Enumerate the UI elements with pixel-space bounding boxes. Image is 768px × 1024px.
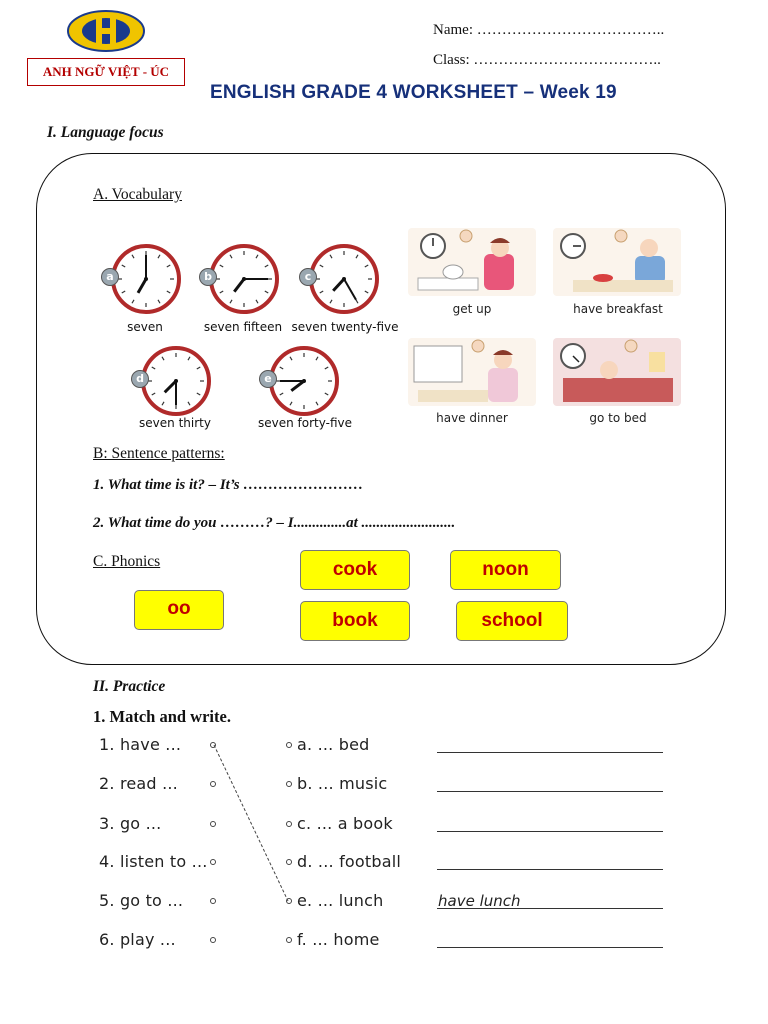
clock-letter-badge: d xyxy=(131,370,149,388)
clock-label: seven xyxy=(127,320,163,334)
phonics-word-cook: cook xyxy=(300,550,410,590)
pattern-2: 2. What time do you ………? – I..............at ......................... xyxy=(93,515,456,531)
match-left-item: 4. listen to ... xyxy=(99,852,208,871)
brand-label: ANH NGỮ VIỆT - ÚC xyxy=(27,58,185,86)
activity-label: get up xyxy=(452,302,492,316)
phonics-word-book: book xyxy=(300,601,410,641)
match-right-item: b. ... music xyxy=(297,774,388,793)
clock-letter-badge: c xyxy=(299,268,317,286)
clock-label: seven twenty-five xyxy=(291,320,399,334)
section-language-focus-title: I. Language focus xyxy=(47,124,164,141)
name-field-line: Name: ……………………………….. xyxy=(433,22,665,38)
clock-letter-badge: e xyxy=(259,370,277,388)
clock-label: seven forty-five xyxy=(257,416,352,430)
match-right-item: c. ... a book xyxy=(297,814,393,833)
match-right-item: e. ... lunch xyxy=(297,891,384,910)
section-practice-title: II. Practice xyxy=(93,678,166,695)
clock-label: seven thirty xyxy=(139,416,211,430)
match-right-item: d. ... football xyxy=(297,852,402,871)
exercise-match-title: 1. Match and write. xyxy=(93,707,231,726)
clock-label: seven fifteen xyxy=(203,320,283,334)
match-left-item: 6. play ... xyxy=(99,930,176,949)
match-left-item: 3. go ... xyxy=(99,814,162,833)
match-left-item: 1. have ... xyxy=(99,735,182,754)
clock-letter-badge: b xyxy=(199,268,217,286)
patterns-heading: B: Sentence patterns: xyxy=(93,445,225,462)
match-right-item: a. ... bed xyxy=(297,735,370,754)
clock-letter-badge: a xyxy=(101,268,119,286)
match-left-item: 2. read ... xyxy=(99,774,178,793)
activity-label: have dinner xyxy=(436,411,508,425)
worksheet-title: ENGLISH GRADE 4 WORKSHEET – Week 19 xyxy=(210,82,617,103)
activity-label: have breakfast xyxy=(573,302,663,316)
match-left-item: 5. go to ... xyxy=(99,891,184,910)
activity-label: go to bed xyxy=(589,411,647,425)
match-right-item: f. ... home xyxy=(297,930,380,949)
pattern-1: 1. What time is it? – It’s …………………… xyxy=(93,477,364,493)
answer-text: have lunch xyxy=(438,892,521,910)
phonics-word-school: school xyxy=(456,601,568,641)
phonics-word-noon: noon xyxy=(450,550,561,590)
class-field-line: Class: ……………………………….. xyxy=(433,52,661,68)
phonics-heading: C. Phonics xyxy=(93,553,161,570)
vocabulary-heading: A. Vocabulary xyxy=(93,186,182,203)
phonics-sound-oo: oo xyxy=(134,590,224,630)
